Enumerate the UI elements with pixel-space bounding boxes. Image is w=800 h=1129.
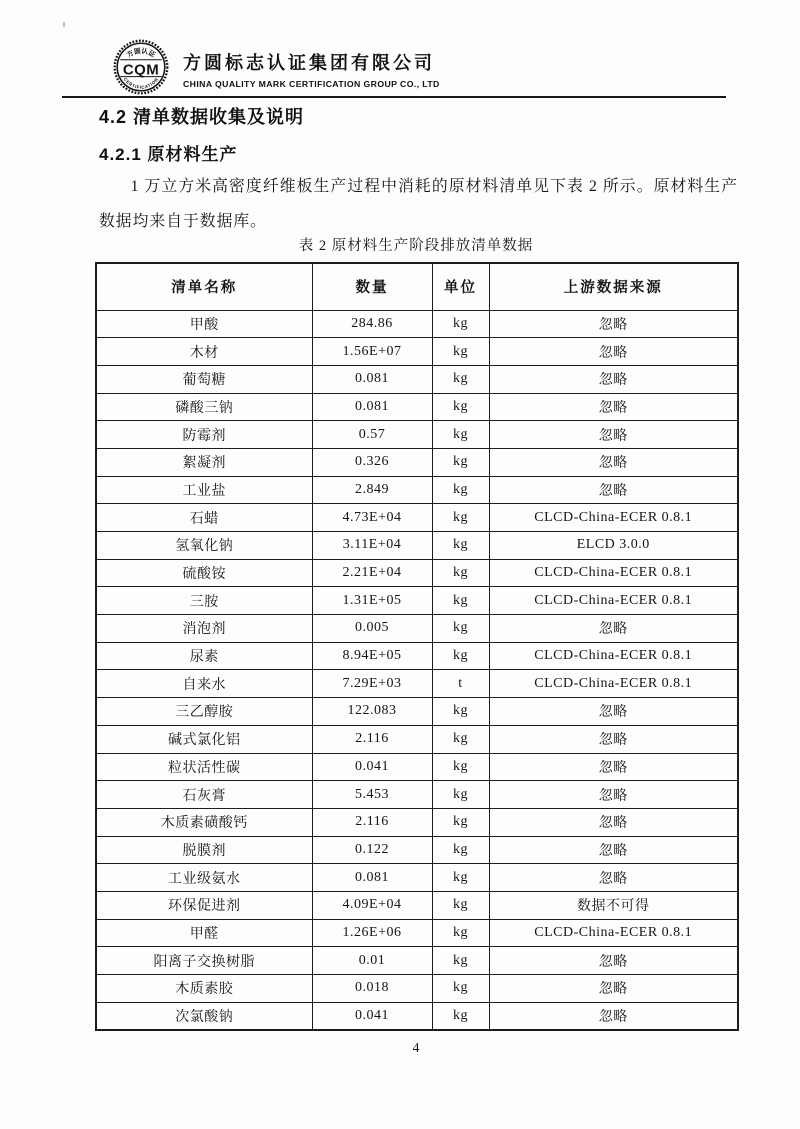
item-name-cell: 木质素胶 <box>96 975 312 1003</box>
table-row <box>96 670 738 698</box>
table-row <box>96 725 738 753</box>
quantity-cell: 1.56E+07 <box>312 338 432 366</box>
quantity-cell: 2.849 <box>312 476 432 504</box>
quantity-cell: 2.116 <box>312 808 432 836</box>
intro-paragraph: 1 万立方米高密度纤维板生产过程中消耗的原材料清单见下表 2 所示。原材料生产数据均来自于数据库。 <box>99 178 738 230</box>
item-name-cell: 木材 <box>96 338 312 366</box>
source-cell: 忽略 <box>489 615 738 643</box>
item-name-cell: 磷酸三钠 <box>96 393 312 421</box>
source-cell: 忽略 <box>489 781 738 809</box>
letterhead <box>112 38 440 96</box>
table-row <box>96 421 738 449</box>
quantity-cell: 0.018 <box>312 975 432 1003</box>
column-header-quantity: 数量 <box>312 263 432 310</box>
company-name-en: CHINA QUALITY MARK CERTIFICATION GROUP CO., LTD <box>183 79 440 89</box>
item-name-cell: 阳离子交换树脂 <box>96 947 312 975</box>
item-name-cell: 石蜡 <box>96 504 312 532</box>
source-cell: 忽略 <box>489 725 738 753</box>
table-row <box>96 338 738 366</box>
source-cell: CLCD-China-ECER 0.8.1 <box>489 587 738 615</box>
source-cell: ELCD 3.0.0 <box>489 532 738 560</box>
table-row <box>96 393 738 421</box>
source-cell: 忽略 <box>489 698 738 726</box>
unit-cell: kg <box>432 725 489 753</box>
unit-cell: kg <box>432 781 489 809</box>
column-header-upstream-source: 上游数据来源 <box>489 263 738 310</box>
source-cell: 忽略 <box>489 338 738 366</box>
table-row <box>96 864 738 892</box>
unit-cell: kg <box>432 808 489 836</box>
item-name-cell: 环保促进剂 <box>96 891 312 919</box>
quantity-cell: 0.081 <box>312 365 432 393</box>
table-row <box>96 975 738 1003</box>
unit-cell: kg <box>432 1002 489 1030</box>
unit-cell: kg <box>432 947 489 975</box>
cqm-logo-icon <box>112 38 170 96</box>
inventory-table-body <box>96 310 738 1030</box>
inventory-table <box>95 262 739 1031</box>
unit-cell: kg <box>432 504 489 532</box>
quantity-cell: 1.31E+05 <box>312 587 432 615</box>
quantity-cell: 0.041 <box>312 753 432 781</box>
item-name-cell: 次氯酸钠 <box>96 1002 312 1030</box>
unit-cell: kg <box>432 532 489 560</box>
item-name-cell: 石灰膏 <box>96 781 312 809</box>
source-cell: 忽略 <box>489 310 738 338</box>
page-number: 4 <box>412 1040 420 1055</box>
quantity-cell: 0.081 <box>312 393 432 421</box>
table-row <box>96 947 738 975</box>
source-cell: 忽略 <box>489 365 738 393</box>
item-name-cell: 尿素 <box>96 642 312 670</box>
table-row <box>96 476 738 504</box>
item-name-cell: 三胺 <box>96 587 312 615</box>
quantity-cell: 0.01 <box>312 947 432 975</box>
section-heading-4-2-1: 4.2.1 原材料生产 <box>99 145 238 164</box>
item-name-cell: 工业盐 <box>96 476 312 504</box>
source-cell: CLCD-China-ECER 0.8.1 <box>489 504 738 532</box>
source-cell: CLCD-China-ECER 0.8.1 <box>489 919 738 947</box>
unit-cell: kg <box>432 421 489 449</box>
source-cell: 忽略 <box>489 836 738 864</box>
source-cell: 忽略 <box>489 393 738 421</box>
source-cell: 忽略 <box>489 947 738 975</box>
table-row <box>96 587 738 615</box>
source-cell: CLCD-China-ECER 0.8.1 <box>489 642 738 670</box>
item-name-cell: 工业级氨水 <box>96 864 312 892</box>
company-name-cn: 方圆标志认证集团有限公司 <box>183 53 435 73</box>
column-header-item-name: 清单名称 <box>96 263 312 310</box>
unit-cell: kg <box>432 975 489 1003</box>
company-name-block <box>183 45 440 89</box>
logo-top-arc-text: 方圆认证 <box>125 47 157 60</box>
item-name-cell: 脱膜剂 <box>96 836 312 864</box>
item-name-cell: 氢氧化钠 <box>96 532 312 560</box>
item-name-cell: 三乙醇胺 <box>96 698 312 726</box>
quantity-cell: 0.122 <box>312 836 432 864</box>
item-name-cell: 木质素磺酸钙 <box>96 808 312 836</box>
header-divider <box>62 96 726 98</box>
item-name-cell: 絮凝剂 <box>96 448 312 476</box>
table-row <box>96 642 738 670</box>
item-name-cell: 碱式氯化铝 <box>96 725 312 753</box>
table-row <box>96 836 738 864</box>
table-row <box>96 891 738 919</box>
item-name-cell: 葡萄糖 <box>96 365 312 393</box>
quantity-cell: 7.29E+03 <box>312 670 432 698</box>
quantity-cell: 1.26E+06 <box>312 919 432 947</box>
source-cell: CLCD-China-ECER 0.8.1 <box>489 559 738 587</box>
source-cell: 忽略 <box>489 476 738 504</box>
quantity-cell: 0.57 <box>312 421 432 449</box>
section-heading-4-2: 4.2 清单数据收集及说明 <box>99 107 305 127</box>
item-name-cell: 消泡剂 <box>96 615 312 643</box>
unit-cell: t <box>432 670 489 698</box>
table-row <box>96 504 738 532</box>
svg-text:方圆认证 <box>125 46 157 59</box>
quantity-cell: 4.73E+04 <box>312 504 432 532</box>
item-name-cell: 甲醛 <box>96 919 312 947</box>
table-row <box>96 615 738 643</box>
table-row <box>96 310 738 338</box>
source-cell: 忽略 <box>489 975 738 1003</box>
unit-cell: kg <box>432 448 489 476</box>
quantity-cell: 0.326 <box>312 448 432 476</box>
quantity-cell: 0.041 <box>312 1002 432 1030</box>
quantity-cell: 2.116 <box>312 725 432 753</box>
table-row <box>96 532 738 560</box>
table-caption: 表 2 原材料生产阶段排放清单数据 <box>298 238 534 254</box>
quantity-cell: 2.21E+04 <box>312 559 432 587</box>
source-cell: CLCD-China-ECER 0.8.1 <box>489 670 738 698</box>
unit-cell: kg <box>432 919 489 947</box>
table-row <box>96 365 738 393</box>
table-header-row <box>96 263 738 310</box>
table-row <box>96 559 738 587</box>
item-name-cell: 甲酸 <box>96 310 312 338</box>
source-cell: 忽略 <box>489 753 738 781</box>
unit-cell: kg <box>432 393 489 421</box>
unit-cell: kg <box>432 891 489 919</box>
unit-cell: kg <box>432 476 489 504</box>
unit-cell: kg <box>432 615 489 643</box>
logo-bottom-arc-text: CERTIFICATION <box>122 76 160 90</box>
table-row <box>96 781 738 809</box>
source-cell: 忽略 <box>489 808 738 836</box>
unit-cell: kg <box>432 753 489 781</box>
item-name-cell: 自来水 <box>96 670 312 698</box>
source-cell: 忽略 <box>489 864 738 892</box>
source-cell: 忽略 <box>489 448 738 476</box>
quantity-cell: 8.94E+05 <box>312 642 432 670</box>
quantity-cell: 0.081 <box>312 864 432 892</box>
unit-cell: kg <box>432 338 489 366</box>
quantity-cell: 284.86 <box>312 310 432 338</box>
source-cell: 数据不可得 <box>489 891 738 919</box>
unit-cell: kg <box>432 836 489 864</box>
source-cell: 忽略 <box>489 1002 738 1030</box>
unit-cell: kg <box>432 864 489 892</box>
item-name-cell: 粒状活性碳 <box>96 753 312 781</box>
source-cell: 忽略 <box>489 421 738 449</box>
table-row <box>96 919 738 947</box>
table-row <box>96 1002 738 1030</box>
unit-cell: kg <box>432 587 489 615</box>
table-row <box>96 698 738 726</box>
column-header-unit: 单位 <box>432 263 489 310</box>
quantity-cell: 3.11E+04 <box>312 532 432 560</box>
quantity-cell: 122.083 <box>312 698 432 726</box>
unit-cell: kg <box>432 365 489 393</box>
table-row <box>96 448 738 476</box>
quantity-cell: 4.09E+04 <box>312 891 432 919</box>
item-name-cell: 防霉剂 <box>96 421 312 449</box>
unit-cell: kg <box>432 559 489 587</box>
unit-cell: kg <box>432 310 489 338</box>
logo-abbr-text: CQM <box>122 61 160 79</box>
table-row <box>96 753 738 781</box>
scan-artifact <box>63 22 65 27</box>
quantity-cell: 0.005 <box>312 615 432 643</box>
table-row <box>96 808 738 836</box>
item-name-cell: 硫酸铵 <box>96 559 312 587</box>
unit-cell: kg <box>432 698 489 726</box>
quantity-cell: 5.453 <box>312 781 432 809</box>
unit-cell: kg <box>432 642 489 670</box>
